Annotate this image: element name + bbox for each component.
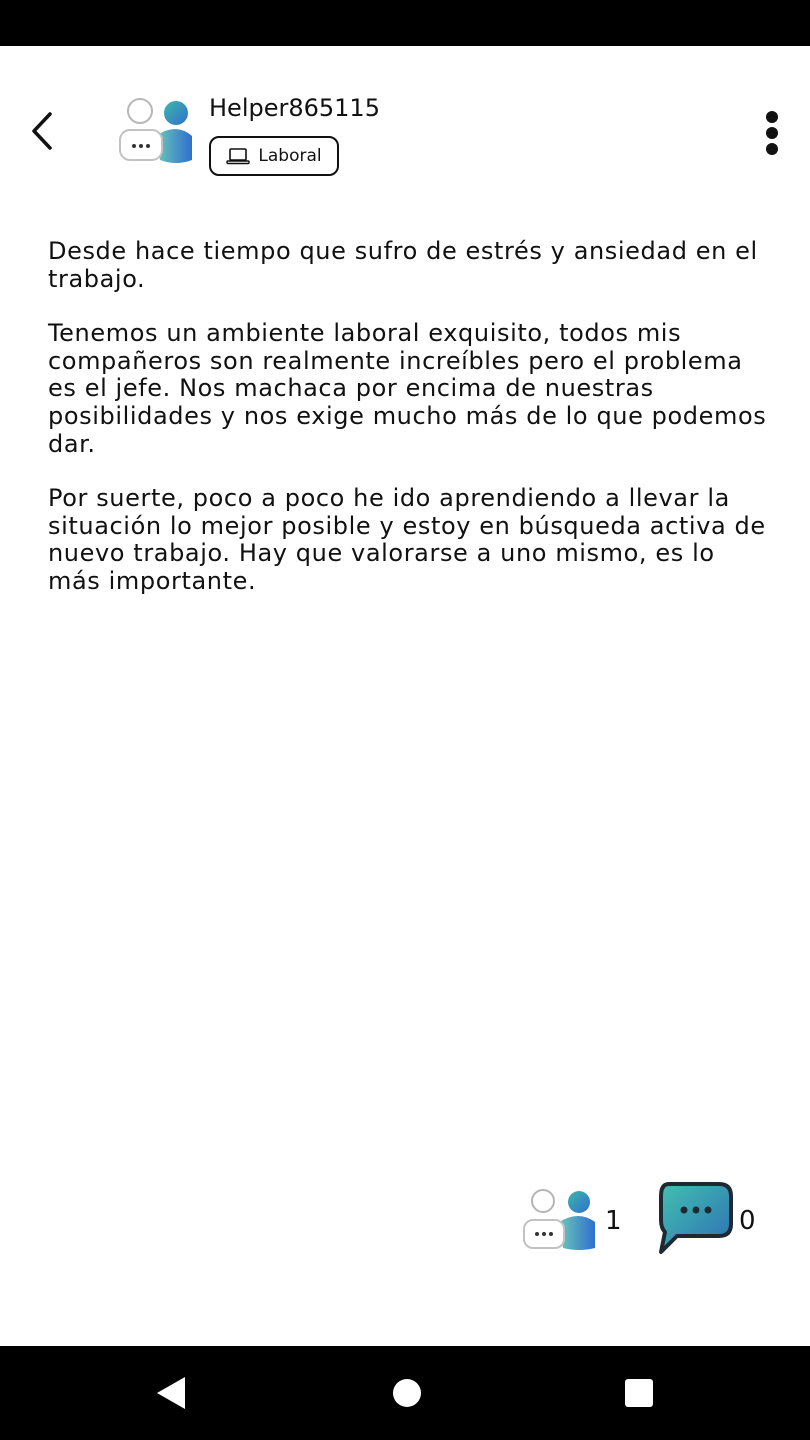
- helpers-people-icon: [521, 1186, 599, 1256]
- category-label: Laboral: [258, 146, 322, 166]
- post-body: [48, 238, 773, 623]
- chat-bubble-icon[interactable]: [655, 1180, 735, 1256]
- more-vertical-icon: [764, 110, 780, 156]
- more-options-button[interactable]: [754, 108, 790, 158]
- triangle-back-icon: [155, 1375, 187, 1411]
- comments-count: 0: [739, 1206, 756, 1236]
- post-paragraph: Por suerte, poco a poco he ido aprendiendo a llevar la situación lo mejor posible y estoy en búsqueda activa de nuevo trabajo. Hay que valorarse a uno mismo, es lo más importante.: [48, 484, 766, 595]
- helper-people-icon: [116, 96, 196, 172]
- post-paragraph: Tenemos un ambiente laboral exquisito, todos mis compañeros son realmente increíbles pero el problema es el jefe. Nos machaca por encima de nuestras posibilidades y nos exige mucho más de lo que podemos dar.: [48, 319, 767, 458]
- square-recents-icon: [623, 1377, 655, 1409]
- back-button[interactable]: [18, 102, 68, 160]
- chevron-left-icon: [28, 111, 58, 151]
- username: Helper865115: [209, 94, 380, 122]
- helpers-count: 1: [605, 1206, 622, 1236]
- post-paragraph: Desde hace tiempo que sufro de estrés y ansiedad en el trabajo.: [48, 237, 758, 293]
- laptop-icon: [226, 147, 250, 165]
- circle-home-icon: [391, 1377, 423, 1409]
- category-badge: [209, 136, 339, 176]
- system-home-button[interactable]: [382, 1366, 432, 1420]
- system-back-button[interactable]: [146, 1366, 196, 1420]
- status-bar: [0, 0, 810, 46]
- system-recents-button[interactable]: [614, 1366, 664, 1420]
